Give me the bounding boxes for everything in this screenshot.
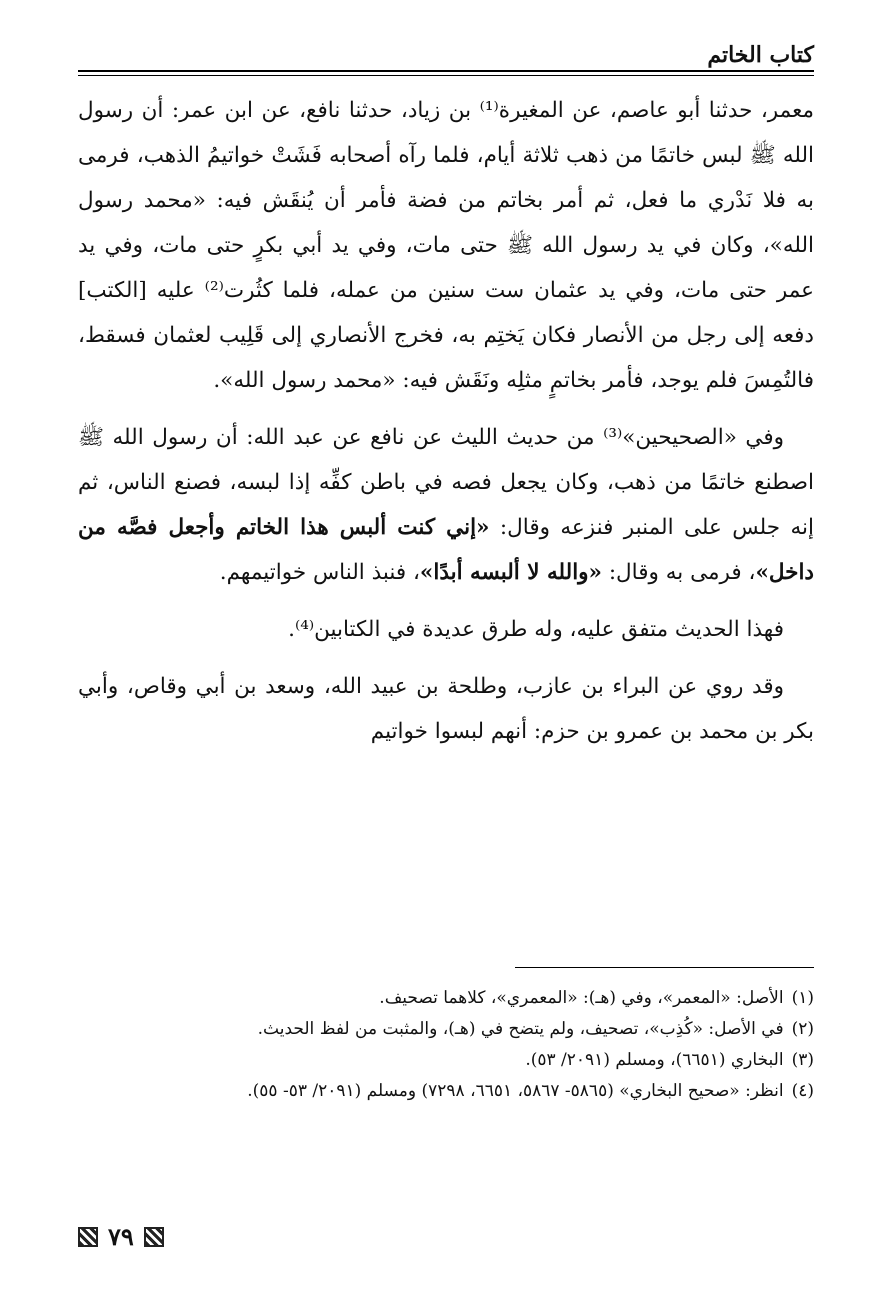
footnote-number: (١) bbox=[791, 988, 814, 1008]
footnote-3 bbox=[78, 1045, 814, 1076]
footnote-4 bbox=[78, 1076, 814, 1107]
footnote-text: في الأصل: «كُذِب»، تصحيف، ولم يتضح في (هـ)، والمثبت من لفظ الحديث. bbox=[257, 1019, 784, 1039]
footnote-text: الأصل: «المعمر»، وفي (هـ): «المعمري»، كلاهما تصحيف. bbox=[379, 988, 784, 1008]
footnote-2 bbox=[78, 1014, 814, 1045]
footnote-1 bbox=[78, 983, 814, 1014]
page-number-block bbox=[78, 1222, 164, 1251]
ornament-icon bbox=[144, 1227, 164, 1247]
header-rule-thin bbox=[78, 75, 814, 76]
page-number: ٧٩ bbox=[108, 1222, 134, 1251]
paragraph-2-end: ، فنبذ الناس خواتيمهم. bbox=[219, 560, 420, 585]
footnote-number: (٢) bbox=[791, 1019, 814, 1039]
hadith-quote-1: «إني كنت ألبس هذا الخاتم وأجعل فصَّه من داخل» bbox=[78, 515, 814, 585]
hadith-quote-2: «والله لا ألبسه أبدًا» bbox=[419, 560, 602, 585]
running-header: كتاب الخاتم bbox=[707, 42, 814, 68]
paragraph-2-intro: وفي «الصحيحين»⁽³⁾ من حديث الليث عن نافع عن عبد الله: أن رسول الله ﷺ اصطنع خاتمًا من ذهب، وكان يجعل فصه في باطن كفِّه إذا لبسه، فصنع الناس، ثم إنه جلس على المنبر فنزعه وقال: bbox=[78, 425, 814, 540]
paragraph-2 bbox=[78, 415, 814, 595]
footnotes bbox=[78, 983, 814, 1107]
header-rule-thick bbox=[78, 70, 814, 72]
paragraph-1: معمر، حدثنا أبو عاصم، عن المغيرة⁽¹⁾ بن زياد، حدثنا نافع، عن ابن عمر: أن رسول الله ﷺ لبس خاتمًا من ذهب ثلاثة أيام، فلما رآه أصحابه فَشَتْ خواتيمُ الذهب، فرمى به فلا نَدْري ما فعل، ثم أمر بخاتم من فضة فأمر أن يُنقَش فيه: «محمد رسول الله»، وكان في يد رسول الله ﷺ حتى مات، وفي يد أبي بكرٍ حتى مات، وفي يد عمر حتى مات، وفي يد عثمان ست سنين من عمله، فلما كثُرت⁽²⁾ عليه [الكتب] دفعه إلى رجل من الأنصار فكان يَختِم به، فخرج الأنصاري إلى قَلِيب لعثمان فسقط، فالتُمِسَ فلم يوجد، فأمر بخاتمٍ مثلِه ونَقَش فيه: «محمد رسول الله». bbox=[78, 98, 814, 393]
paragraph-4: وقد روي عن البراء بن عازب، وطلحة بن عبيد الله، وسعد بن أبي وقاص، وأبي بكر بن محمد بن عمرو بن حزم: أنهم لبسوا خواتيم bbox=[78, 674, 814, 744]
footnote-number: (٣) bbox=[791, 1050, 814, 1070]
paragraph-2-middle: ، فرمى به وقال: bbox=[601, 560, 756, 585]
footnote-text: انظر: «صحيح البخاري» (٥٨٦٥- ٥٨٦٧، ٦٦٥١، ٧٢٩٨) ومسلم (٢٠٩١/ ٥٣- ٥٥). bbox=[247, 1081, 784, 1101]
ornament-icon bbox=[78, 1227, 98, 1247]
paragraph-3: فهذا الحديث متفق عليه، وله طرق عديدة في الكتابين⁽⁴⁾. bbox=[288, 617, 784, 642]
main-text bbox=[78, 88, 814, 754]
footnote-separator bbox=[515, 967, 814, 968]
footnote-number: (٤) bbox=[791, 1081, 814, 1101]
footnote-text: البخاري (٦٦٥١)، ومسلم (٢٠٩١/ ٥٣). bbox=[525, 1050, 784, 1070]
